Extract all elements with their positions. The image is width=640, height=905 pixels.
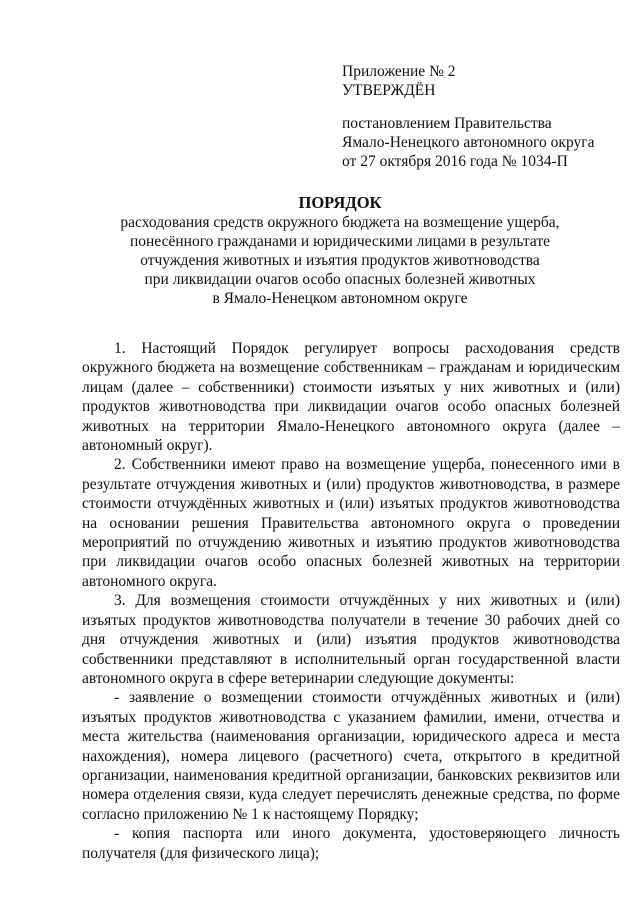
approved-by: постановлением Правительства bbox=[342, 115, 552, 132]
approval-date: от 27 октября 2016 года № 1034-П bbox=[342, 153, 568, 170]
subtitle-line: понесённого гражданами и юридическими лицами в результате bbox=[129, 233, 550, 250]
document-title: ПОРЯДОК bbox=[298, 193, 382, 212]
paragraph-3: 3. Для возмещения стоимости отчуждённых у них животных и (или) изъятых продуктов животноводства получатели в течение 30 рабочих дней со дня отчуждения животных и (или) изъятия продуктов животноводства собственники представляют в исполнительный орган государственной власти автономного округа в сфере ветеринарии следующие документы: bbox=[82, 592, 620, 687]
subtitle-line: отчуждения животных и изъятия продуктов животноводства bbox=[140, 252, 540, 269]
appendix-number: Приложение № 2 bbox=[342, 63, 456, 80]
approved-by-region: Ямало-Ненецкого автономного округа bbox=[342, 134, 595, 151]
list-item-application: - заявление о возмещении стоимости отчуждённых животных и (или) изъятых продуктов животноводства с указанием фамилии, имени, отчества и места жительства (наименования организации, юридического адреса и места нахождения), номера лицевого (расчетного) счета, открытого в кредитной организации, наименования кредитной организации, банковских реквизитов или номера отделения связи, куда следует перечислять денежные средства, по форме согласно приложению № 1 к настоящему Порядку; bbox=[82, 689, 620, 823]
subtitle-line: расходования средств окружного бюджета на возмещение ущерба, bbox=[120, 214, 560, 231]
subtitle-line: при ликвидации очагов особо опасных болезней животных bbox=[144, 271, 536, 288]
approval-block bbox=[342, 62, 622, 171]
paragraph-1: 1. Настоящий Порядок регулирует вопросы расходования средств окружного бюджета на возмещение собственникам – гражданам и юридическим лицам (далее – собственники) стоимости изъятых у них животных и (или) продуктов животноводства при ликвидации очагов особо опасных болезней животных на территории Ямало-Ненецкого автономного округа (далее – автономный округ). bbox=[82, 340, 620, 455]
document-title-block bbox=[60, 193, 620, 308]
subtitle-line: в Ямало-Ненецком автономном округе bbox=[212, 290, 468, 307]
paragraph-2: 2. Собственники имеют право на возмещение ущерба, понесенного ими в результате отчуждения животных и (или) продуктов животноводства, в размере стоимости отчуждённых животных и (или) изъятых продуктов животноводства на основании решения Правительства автономного округа о проведении мероприятий по отчуждению животных и изъятию продуктов животноводства при ликвидации очагов особо опасных болезней животных на территории автономного округа. bbox=[82, 456, 620, 590]
approved-label: УТВЕРЖДЁН bbox=[342, 82, 436, 99]
list-item-passport: - копия паспорта или иного документа, удостоверяющего личность получателя (для физического лица); bbox=[82, 825, 620, 862]
document-body bbox=[82, 339, 620, 863]
document-subtitle bbox=[60, 213, 620, 308]
